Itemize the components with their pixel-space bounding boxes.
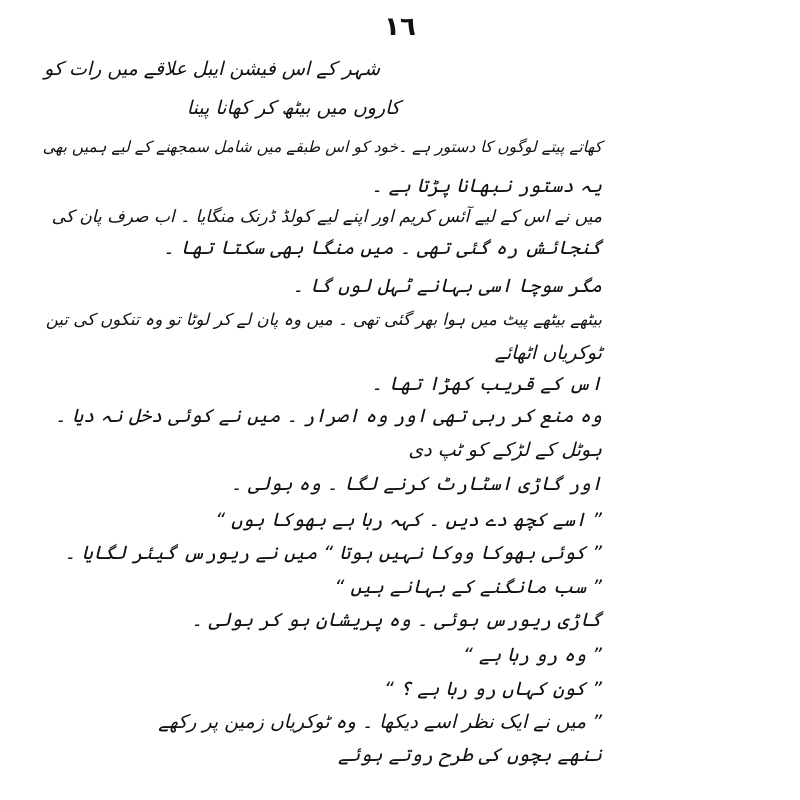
text-line: ٹوکریاں اٹھائے	[494, 342, 602, 364]
text-line: کاروں میں بیٹھ کر کھانا پینا	[186, 97, 400, 119]
text-line: وہ منع کر رہی تھی اور وہ اصرار ۔ میں نے کوئی دخل نہ دیا ۔	[54, 405, 602, 427]
text-line: ” سب مانگنے کے بہانے ہیں “	[334, 576, 602, 598]
text-line: کھاتے پیتے لوگوں کا دستور ہے ۔خود کو اس طبقے میں شامل سمجھنے کے لیے ہمیں بھی	[42, 138, 602, 156]
text-line: بیٹھے بیٹھے پیٹ میں ہوا بھر گئی تھی ۔ میں وہ پان لے کر لوٹا تو وہ تنکوں کی تین	[45, 310, 602, 329]
text-line: یہ دستور نبھانا پڑتا ہے ۔	[371, 175, 602, 197]
text-line: اس کے قریب کھڑا تھا ۔	[371, 373, 602, 395]
text-line: ” کوئی بھوکا ووکا نہیں ہوتا “ میں نے ریورس گیئر لگایا ۔	[64, 542, 602, 564]
text-line: شہر کے اس فیشن ایبل علاقے میں رات کو	[44, 58, 380, 80]
text-line: گنجائش رہ گئی تھی ۔ میں منگا بھی سکتا تھا ۔	[163, 237, 602, 259]
text-line: ” وہ رو رہا ہے “	[463, 644, 602, 666]
page-number: ١٦	[384, 12, 416, 42]
text-line: ہوٹل کے لڑکے کو ٹپ دی	[408, 439, 602, 461]
text-line: گاڑی ریورس ہوئی ۔ وہ پریشان ہو کر بولی ۔	[191, 609, 602, 631]
text-line: ” کون کہاں رو رہا ہے ؟ “	[384, 678, 602, 700]
text-line: ” اسے کچھ دے دیں ۔ کہہ رہا ہے بھوکا ہوں “	[215, 509, 602, 531]
text-line: ” میں نے ایک نظر اسے دیکھا ۔ وہ ٹوکریاں زمین پر رکھے	[158, 711, 602, 733]
text-line: میں نے اس کے لیے آئس کریم اور اپنے لیے کولڈ ڈرنک منگایا ۔ اب صرف پان کی	[51, 207, 602, 227]
text-line: مگر سوچا اسی بہانے ٹہل لوں گا ۔	[292, 275, 602, 297]
text-line: ننھے بچوں کی طرح روتے ہوئے	[338, 744, 602, 766]
text-line: اور گاڑی اسٹارٹ کرنے لگا ۔ وہ بولی ۔	[230, 473, 602, 495]
